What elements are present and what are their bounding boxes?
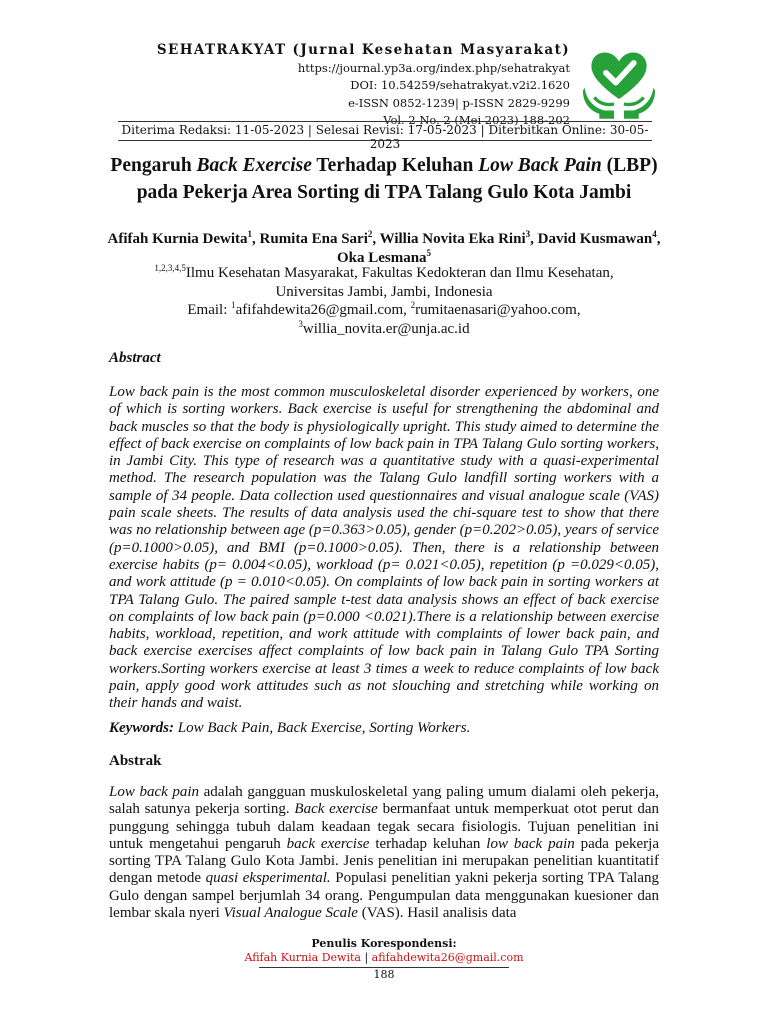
page-number: 188 [373, 968, 395, 981]
submission-dates: Diterima Redaksi: 11-05-2023 | Selesai Revisi: 17-05-2023 | Diterbitkan Online: 30-05-2023 [121, 123, 649, 151]
journal-header [157, 42, 570, 130]
footer: Penulis Korespondensi: Afifah Kurnia Dewita | afifahdewita26@gmail.com 188 [100, 937, 668, 982]
journal-doi[interactable]: DOI: 10.54259/sehatrakyat.v2i2.1620 [350, 78, 570, 92]
corresponding-label: Penulis Korespondensi: [311, 937, 457, 950]
corresponding-email[interactable]: afifahdewita26@gmail.com [371, 951, 524, 964]
header-rule-bottom [118, 140, 652, 141]
paper-title: Pengaruh Back Exercise Terhadap Keluhan Low Back Pain (LBP) pada Pekerja Area Sorting di TPA Talang Gulo Kota Jambi [110, 155, 658, 203]
email-link-1[interactable]: afifahdewita26@gmail.com, [235, 302, 411, 318]
email-link-2[interactable]: rumitaenasari@yahoo.com, [415, 302, 581, 318]
affiliation: $^{1,2,3,4,5}$Ilmu Kesehatan Masyarakat, Fakultas Kedokteran dan Ilmu Kesehatan, Universitas Jambi, Jambi, Indonesia Email: $^1$afifahdewita26@gmail.com, $^2$rumitaenasari@yahoo.com, $^3$willia_novita.er@unja.ac.id [154, 263, 614, 337]
journal-title: SEHATRAKYAT (Jurnal Kesehatan Masyarakat) [156, 42, 570, 58]
abstract-heading: Abstract [109, 350, 161, 366]
header-rule-top [118, 121, 652, 122]
journal-url[interactable]: https://journal.yp3a.org/index.php/sehatrakyat [297, 60, 570, 75]
journal-volume: Vol. 2 No. 2 (Mei 2023) 188-202 [383, 113, 570, 127]
corresponding-author: Afifah Kurnia Dewita [244, 951, 361, 964]
abstrak-heading: Abstrak [109, 753, 162, 769]
journal-issn: e-ISSN 0852-1239| p-ISSN 2829-9299 [348, 95, 570, 110]
heart-check-hands-icon [578, 40, 660, 122]
author-list: Afifah Kurnia Dewita$^1$, Rumita Ena Sari$^2$, Willia Novita Eka Rini$^3$, David Kusmawan$^4$, Oka Lesmana$^5$ [107, 229, 661, 266]
keywords: Keywords: Low Back Pain, Back Exercise, Sorting Workers. [109, 720, 471, 736]
email-link-3[interactable]: willia_novita.er@unja.ac.id [302, 320, 470, 337]
abstrak-text: Low back pain adalah gangguan muskuloskeletal yang paling umum dialami oleh pekerja, salah satunya pekerja sorting. Back exercise bermanfaat untuk memperkuat otot perut dan punggung sehingga tubuh dalam keadaan tegak secara fisiologis. Tujuan penelitian ini untuk mengetahui pengaruh back exercise terhadap keluhan low back pain pada pekerja sorting TPA Talang Gulo Kota Jambi. Jenis penelitian ini merupakan penelitian kuantitatif dengan metode quasi eksperimental. Populasi penelitian yakni pekerja sorting TPA Talang Gulo dengan sampel berjumlah 34 orang. Pengumpulan data menggunakan kuesioner dan lembar skala nyeri Visual Analogue Scale (VAS). Hasil analisis data [109, 784, 660, 922]
abstract-text: Low back pain is the most common musculoskeletal disorder experienced by workers, one of which is sorting workers. Back exercise is useful for strengthening the abdominal and back muscles so that the body is physiologically upright. This study aimed to determine the effect of back exercise on complaints of low back pain in TPA Talang Gulo sorting workers, in Jambi City. This type of research was a quantitative study with a quasi-experimental method. The research population was the Talang Gulo landfill sorting workers with a sample of 34 people. Data collection used questionnaires and visual analogue scale (VAS) pain scale sheets. The results of data analysis used the chi-square test to show that there was no relationship between age (p=0.363>0.05), gender (p=0.202>0.05), years of service (p=0.1000>0.05), and BMI (p=0.1000>0.05). Then, there is a relationship between exercise habits (p= 0.004<0.05), workload (p= 0.021<0.05), repetition (p =0.029<0.05), and work attitude (p = 0.010<0.05). On complaints of low back pain in sorting workers at TPA Talang Gulo. The paired sample t-test data analysis shows an effect of back exercise on complaints of low back pain (p=0.000 <0.021).There is a relationship between exercise habits, workload, repetition, and work attitude with complaints of lower back pain, and back exercise exercises affect complaints of low back pain in Talang Gulo TPA Sorting workers.Sorting workers exercise at least 3 times a week to reduce complaints of low back pain, apply good work attitudes such as not slouching and stretching while working on their hands and waist. [109, 384, 659, 712]
